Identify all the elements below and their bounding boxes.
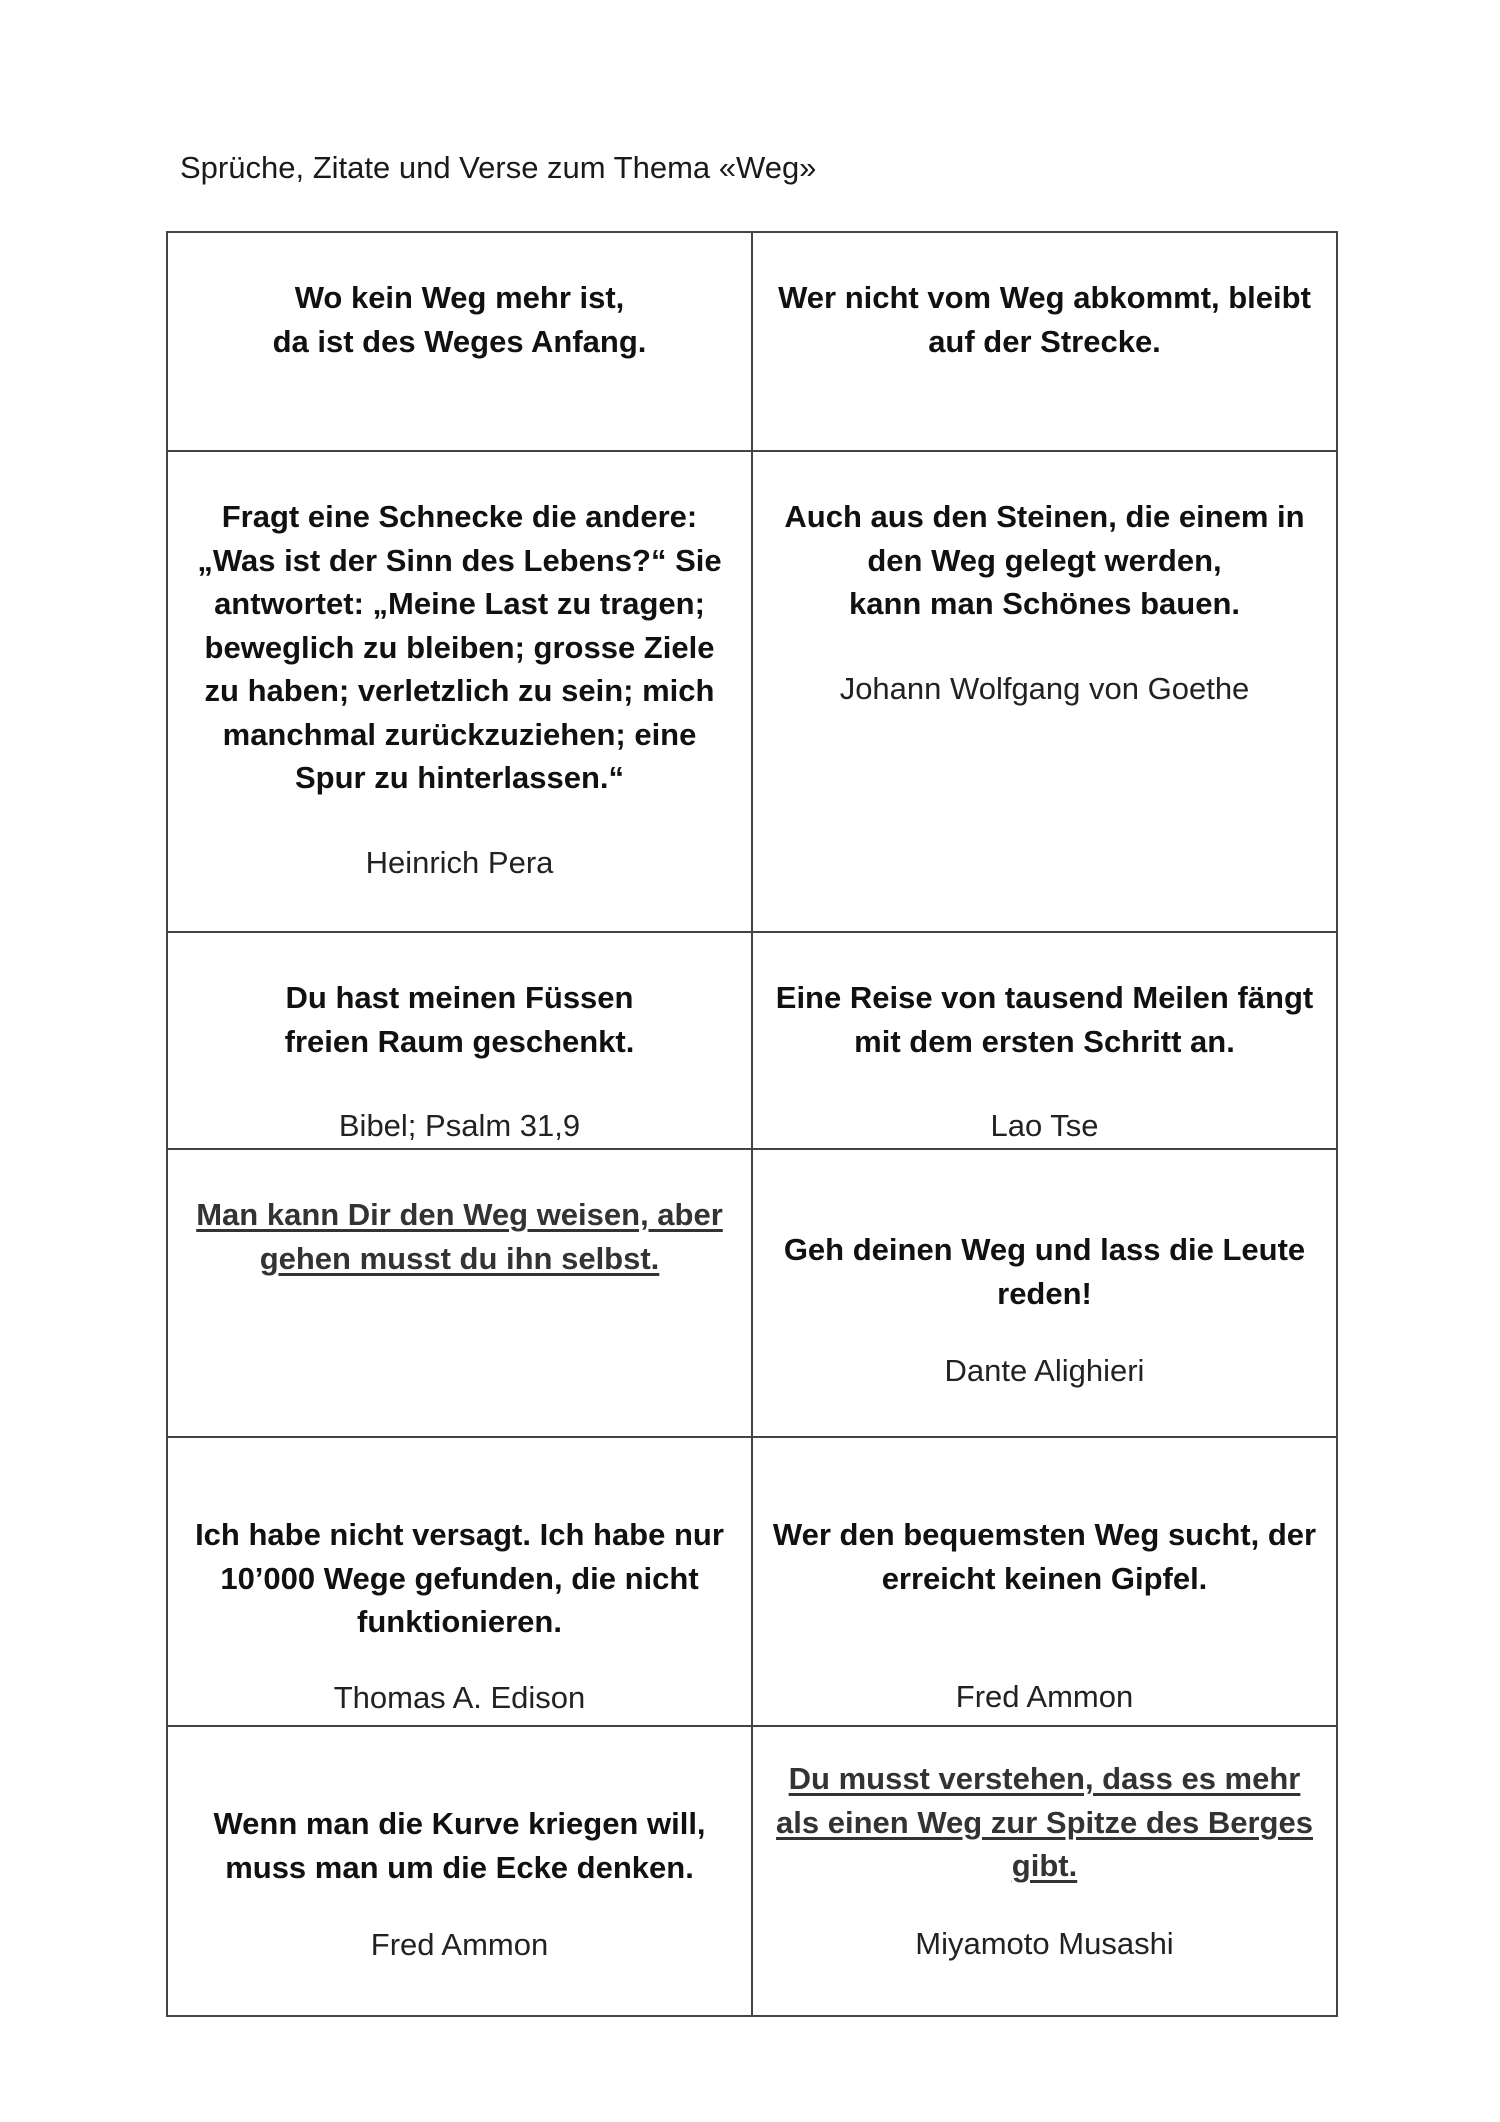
quote-card [167, 1726, 752, 2016]
quotes-table [166, 231, 1338, 2017]
quote-card [752, 1149, 1337, 1437]
quote-card [167, 932, 752, 1149]
quote-text: Ich habe nicht versagt. Ich habe nur 10’000 Wege gefunden, die nicht funktionieren. [195, 1517, 724, 1639]
quote-text: Du musst verstehen, dass es mehr als einen Weg zur Spitze des Berges gibt. [776, 1761, 1313, 1883]
quote-card [167, 1437, 752, 1726]
quote-author: Miyamoto Musashi [915, 1925, 1174, 1961]
quote-author: Heinrich Pera [365, 844, 554, 880]
quote-author: Dante Alighieri [944, 1353, 1145, 1388]
quote-author: Lao Tse [990, 1108, 1099, 1143]
quote-text: Man kann Dir den Weg weisen, aber gehen musst du ihn selbst. [196, 1197, 723, 1276]
quote-card [752, 451, 1337, 932]
table-row [167, 1437, 1337, 1726]
quote-text: Wer den bequemsten Weg sucht, der erreicht keinen Gipfel. [772, 1517, 1317, 1596]
quote-text: Auch aus den Steinen, die einem in den Weg gelegt werden, kann man Schönes bauen. [784, 499, 1305, 621]
quote-author: Fred Ammon [370, 1927, 549, 1962]
table-row [167, 232, 1337, 451]
page-title: Sprüche, Zitate und Verse zum Thema «Weg» [180, 150, 817, 185]
quote-card [167, 451, 752, 932]
quote-author: Thomas A. Edison [333, 1679, 586, 1715]
quote-author: Johann Wolfgang von Goethe [839, 670, 1250, 706]
quote-card [752, 1726, 1337, 2016]
quote-card [752, 1437, 1337, 1726]
quote-author: Fred Ammon [955, 1679, 1134, 1714]
table-row [167, 1149, 1337, 1437]
quote-author: Bibel; Psalm 31,9 [338, 1108, 581, 1143]
quote-card [167, 232, 752, 451]
quote-text: Wo kein Weg mehr ist, da ist des Weges Anfang. [272, 280, 647, 359]
table-row [167, 1726, 1337, 2016]
quote-text: Du hast meinen Füssen freien Raum geschenkt. [284, 980, 635, 1059]
quote-card [752, 932, 1337, 1149]
quote-card [752, 232, 1337, 451]
quote-text: Geh deinen Weg und lass die Leute reden! [783, 1232, 1306, 1311]
table-row [167, 451, 1337, 932]
quote-card [167, 1149, 752, 1437]
quote-text: Wenn man die Kurve kriegen will, muss man um die Ecke denken. [213, 1806, 706, 1885]
quote-text: Fragt eine Schnecke die andere: „Was ist der Sinn des Lebens?“ Sie antwortet: „Meine Last zu tragen; beweglich zu bleiben; grosse Ziele zu haben; verletzlich zu sein; mich manchmal zurückzuziehen; eine Spur zu hinterlassen.“ [197, 499, 722, 795]
quote-text: Wer nicht vom Weg abkommt, bleibt auf der Strecke. [778, 280, 1311, 359]
table-row [167, 932, 1337, 1149]
quote-text: Eine Reise von tausend Meilen fängt mit dem ersten Schritt an. [775, 980, 1314, 1059]
